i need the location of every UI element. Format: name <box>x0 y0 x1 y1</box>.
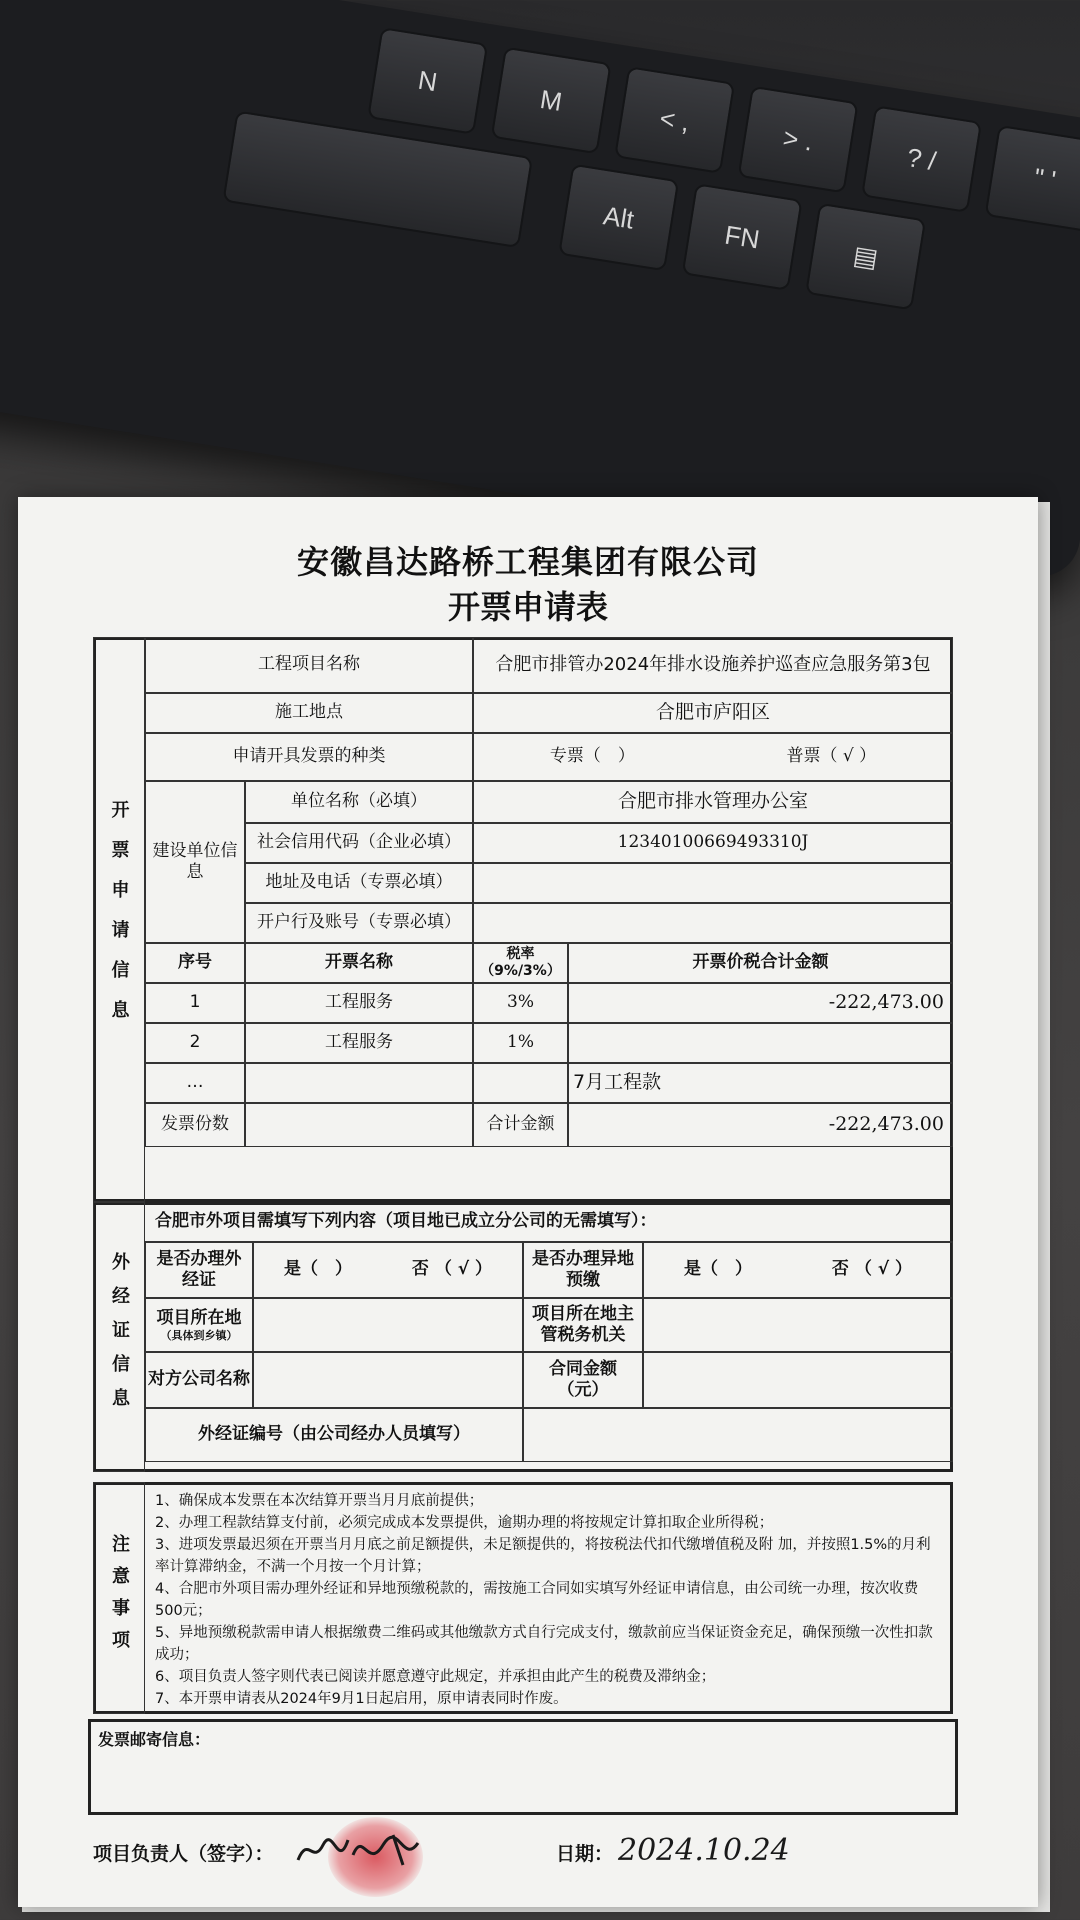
key-fn: FN <box>682 183 803 291</box>
row-name: 工程服务 <box>245 1023 473 1063</box>
invoice-type-value <box>473 733 953 781</box>
key-m: M <box>491 47 612 155</box>
section-label-text: 注意事项 <box>109 1534 130 1662</box>
row-amount <box>568 1023 953 1063</box>
prepay-no-option: 否 （ √ ） <box>831 1259 913 1280</box>
row-seq: 2 <box>145 1023 245 1063</box>
company-name: 安徽昌达路桥工程集团有限公司 <box>296 543 759 581</box>
credit-code-label: 社会信用代码（企业必填） <box>245 823 473 863</box>
invoice-type-label: 申请开具发票的种类 <box>145 733 473 781</box>
section-label-wj <box>93 1202 145 1472</box>
key-comma: < , <box>614 66 735 174</box>
row-amount-note: 7月工程款 <box>568 1063 953 1103</box>
section-label-notes <box>93 1482 145 1714</box>
key-space <box>222 110 533 248</box>
signer-label: 项目负责人（签字）： <box>93 1843 274 1865</box>
tax-office-value <box>643 1298 953 1352</box>
prepay-options <box>643 1242 953 1298</box>
note-item: 7、本开票申请表从2024年9月1日起启用，原申请表同时作废。 <box>155 1691 568 1707</box>
note-item: 6、项目负责人签字则代表已阅读并愿意遵守此规定，并承担由此产生的税费及滞纳金； <box>155 1669 716 1685</box>
site-label: 施工地点 <box>145 693 473 733</box>
project-name-label: 工程项目名称 <box>145 637 473 693</box>
invoice-form <box>18 497 1038 1907</box>
invoice-count-value <box>245 1103 473 1147</box>
row-rate: 1% <box>473 1023 568 1063</box>
keyboard <box>0 0 1080 582</box>
col-seq: 序号 <box>145 943 245 983</box>
total-value: -222,473.00 <box>568 1103 953 1147</box>
row-name <box>245 1063 473 1103</box>
wj-need-options <box>253 1242 523 1298</box>
note-item: 4、合肥市外项目需办理外经证和异地预缴税款的，需按施工合同如实填写外经证申请信息，由公司统一办理，按次收费500元； <box>155 1581 919 1619</box>
invoice-count-label: 发票份数 <box>145 1103 245 1147</box>
section-label-text: 开票申请信息 <box>108 799 130 1040</box>
note-item: 2、办理工程款结算支付前，必须完成成本发票提供，逾期办理的将按规定计算扣取企业所得税； <box>155 1515 774 1531</box>
contract-amount-label: 合同金额（元） <box>523 1352 643 1408</box>
section-label-kp <box>93 637 145 1202</box>
date-value: 2024.10.24 <box>618 1833 790 1868</box>
counterparty-label: 对方公司名称 <box>145 1352 253 1408</box>
wj-number-label: 外经证编号（由公司经办人员填写） <box>145 1408 523 1462</box>
project-name-value: 合肥市排管办2024年排水设施养护巡查应急服务第3包 <box>473 637 953 693</box>
prepay-yes-option: 是（ ） <box>683 1259 752 1280</box>
site-value: 合肥市庐阳区 <box>473 693 953 733</box>
credit-code-value: 12340100669493310J <box>473 823 953 863</box>
mail-label: 发票邮寄信息： <box>98 1730 211 1749</box>
wj-intro: 合肥市外项目需填写下列内容（项目地已成立分公司的无需填写）： <box>145 1202 953 1242</box>
row-rate: 3% <box>473 983 568 1023</box>
date-label: 日期： <box>556 1843 614 1865</box>
prepay-label: 是否办理异地预缴 <box>523 1242 643 1298</box>
spacer <box>93 1147 953 1202</box>
form-title: 开票申请表 <box>447 588 608 626</box>
bank-label: 开户行及账号（专票必填） <box>245 903 473 943</box>
section-label-text: 外经证信息 <box>109 1252 130 1422</box>
key-menu: ▤ <box>805 203 926 311</box>
col-name: 开票名称 <box>245 943 473 983</box>
mail-box <box>88 1719 958 1815</box>
note-item: 3、进项发票最迟须在开票当月月底之前足额提供，未足额提供的，将按税法代扣代缴增值税及附 加，并按照1.5%的月利率计算滞纳金，不满一个月按一个月计算； <box>155 1537 931 1575</box>
total-label: 合计金额 <box>473 1103 568 1147</box>
address-value <box>473 863 953 903</box>
tax-office-label: 项目所在地主管税务机关 <box>523 1298 643 1352</box>
note-item: 1、确保成本发票在本次结算开票当月月底前提供； <box>155 1493 484 1509</box>
row-seq: 1 <box>145 983 245 1023</box>
notes-list <box>145 1482 953 1714</box>
unit-name-label: 单位名称（必填） <box>245 781 473 823</box>
wj-no-option: 否 （ √ ） <box>411 1259 493 1280</box>
row-rate <box>473 1063 568 1103</box>
col-amount: 开票价税合计金额 <box>568 943 953 983</box>
address-label: 地址及电话（专票必填） <box>245 863 473 903</box>
key-slash: ? / <box>861 105 982 213</box>
key-n: N <box>367 27 488 135</box>
key-quote: " ' <box>984 125 1080 233</box>
wj-number-value <box>523 1408 953 1462</box>
bank-value <box>473 903 953 943</box>
location-label-cell <box>145 1298 253 1352</box>
col-rate: 税率（9%/3%） <box>473 943 568 983</box>
counterparty-value <box>253 1352 523 1408</box>
invoice-special-option: 专票（ ） <box>549 746 635 767</box>
contract-amount-value <box>643 1352 953 1408</box>
key-alt: Alt <box>558 164 679 272</box>
signature <box>293 1825 433 1884</box>
invoice-normal-option: 普票（ √ ） <box>786 746 877 767</box>
note-item: 5、异地预缴税款需申请人根据缴费二维码或其他缴款方式自行完成支付，缴款前应当保证资金充足，确保预缴一次性扣款成功； <box>155 1625 933 1663</box>
builder-info-label: 建设单位信息 <box>145 781 245 943</box>
wj-need-label: 是否办理外经证 <box>145 1242 253 1298</box>
unit-name-value: 合肥市排水管理办公室 <box>473 781 953 823</box>
row-amount: -222,473.00 <box>568 983 953 1023</box>
location-value <box>253 1298 523 1352</box>
location-sublabel: （具体到乡镇） <box>160 1328 238 1342</box>
key-period: > . <box>738 86 859 194</box>
location-label: 项目所在地 <box>156 1307 242 1328</box>
wj-yes-option: 是（ ） <box>283 1259 352 1280</box>
row-seq: … <box>145 1063 245 1103</box>
row-name: 工程服务 <box>245 983 473 1023</box>
